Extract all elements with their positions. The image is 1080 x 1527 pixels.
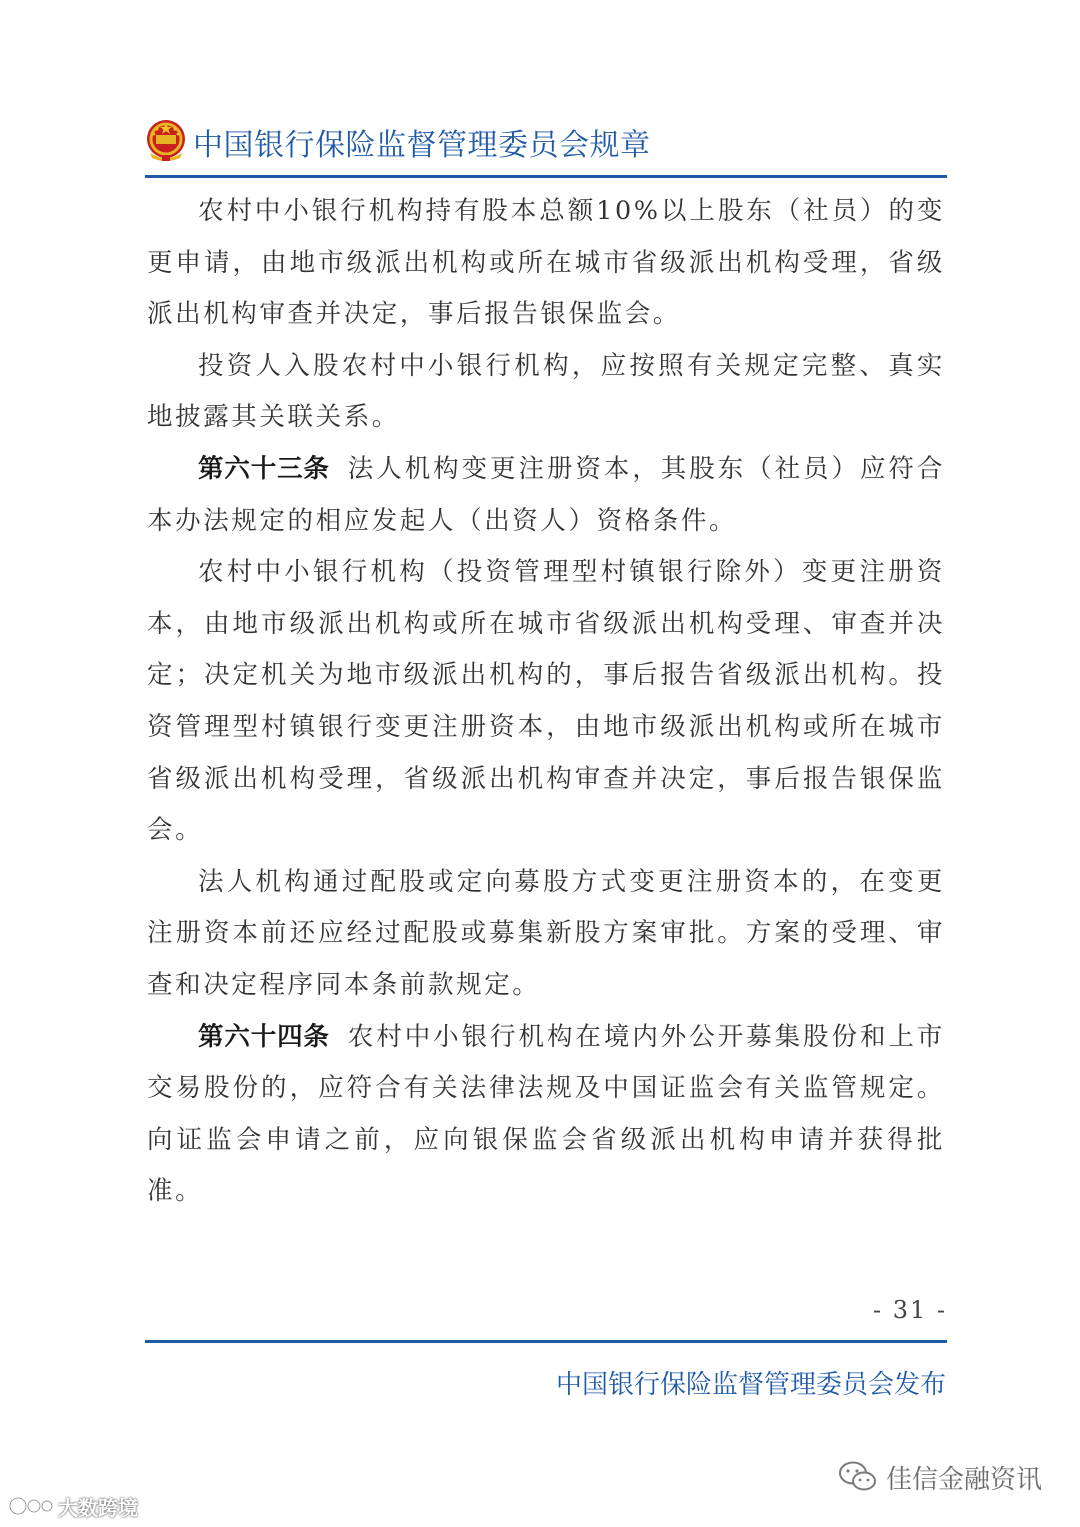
wechat-watermark-text: 佳信金融资讯 [885,1464,1042,1495]
body-paragraph [147,444,945,547]
body-paragraph [147,186,945,341]
body-paragraph [147,857,945,1012]
national-emblem-icon [145,117,187,163]
page-header [145,112,947,174]
article-number: 第六十三条 [198,453,330,484]
document-body [147,186,945,1218]
body-paragraph [147,1012,945,1218]
paragraph-text: 农村中小银行机构（投资管理型村镇银行除外）变更注册资本，由地市级派出机构或所在城市省级派出机构受理、审查并决定；决定机关为地市级派出机构的，事后报告省级派出机构。投资管理型村镇银行变更注册资本，由地市级派出机构或所在城市省级派出机构受理，省级派出机构审查并决定，事后报告银保监会。 [147,557,945,846]
wechat-icon [838,1460,878,1494]
article-number: 第六十四条 [198,1021,330,1052]
footer-divider [145,1340,947,1343]
page-number: - 31 - [872,1296,947,1324]
wechat-watermark [838,1455,1042,1499]
body-paragraph [147,547,945,857]
brand-watermark-text: 大数跨境 [58,1495,138,1520]
publisher-line: 中国银行保险监督管理委员会发布 [555,1370,946,1400]
paragraph-text: 农村中小银行机构持有股本总额10%以上股东（社员）的变更申请，由地市级派出机构或所在城市省级派出机构受理，省级派出机构审查并决定，事后报告银保监会。 [147,196,945,330]
paragraph-text: 投资人入股农村中小银行机构，应按照有关规定完整、真实地披露其关联关系。 [147,350,945,433]
brand-logo-icon [8,1494,54,1518]
brand-watermark [8,1491,138,1521]
header-divider [145,175,947,178]
header-title: 中国银行保险监督管理委员会规章 [193,128,651,163]
paragraph-text: 农村中小银行机构在境内外公开募集股份和上市交易股份的，应符合有关法律法规及中国证监会有关监管规定。向证监会申请之前，应向银保监会省级派出机构申请并获得批准。 [147,1021,945,1207]
paragraph-text: 法人机构通过配股或定向募股方式变更注册资本的，在变更注册资本前还应经过配股或募集新股方案审批。方案的受理、审查和决定程序同本条前款规定。 [147,866,945,1000]
body-paragraph [147,341,945,444]
paragraph-text: 法人机构变更注册资本，其股东（社员）应符合本办法规定的相应发起人（出资人）资格条件。 [147,453,945,536]
